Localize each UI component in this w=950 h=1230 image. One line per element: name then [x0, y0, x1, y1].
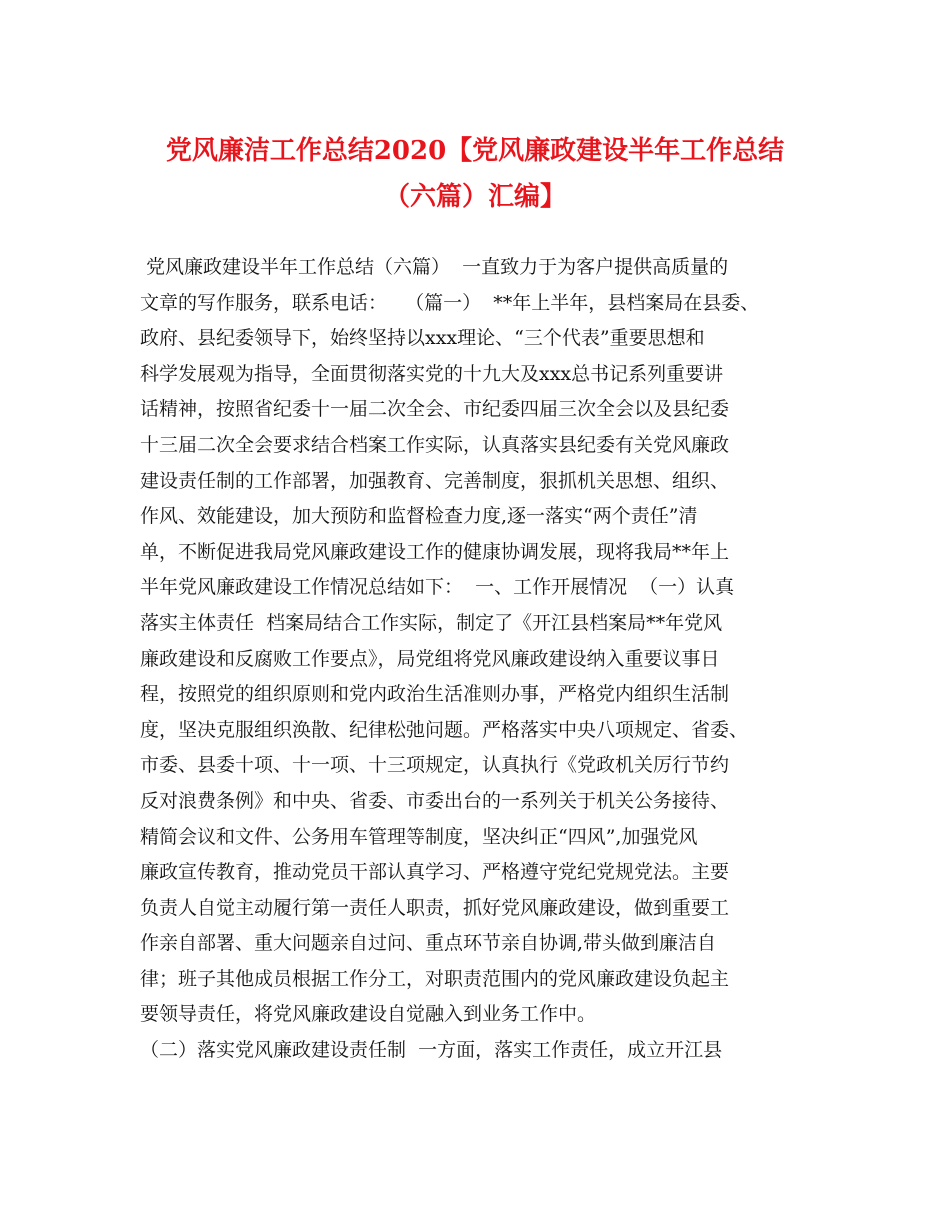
document-title [120, 128, 830, 220]
body-line: 要领导责任，将党风廉政建设自觉融入到业务工作中。 [140, 1003, 597, 1026]
body-line: 党风廉政建设半年工作总结（六篇） 一直致力于为客户提供高质量的 [140, 256, 729, 278]
body-line: 落实主体责任 档案局结合工作实际，制定了《开江县档案局**年党风 [140, 611, 723, 634]
body-line: 半年党风廉政建设工作情况总结如下： 一、工作开展情况 （一）认真 [140, 576, 735, 599]
body-line: 律；班子其他成员根据工作分工，对职责范围内的党风廉政建设负起主 [140, 967, 730, 990]
body-line: 度，坚决克服组织涣散、纪律松弛问题。严格落实中央八项规定、省委、 [140, 718, 749, 741]
body-line: 科学发展观为指导，全面贯彻落实党的十九大及xxx总书记系列重要讲 [140, 362, 724, 385]
body-line: 政府、县纪委领导下，始终坚持以xxx理论、“三个代表”重要思想和 [140, 327, 705, 350]
body-line: 精简会议和文件、公务用车管理等制度，坚决纠正“四风”,加强党风 [140, 825, 698, 848]
body-line: 十三届二次全会要求结合档案工作实际，认真落实县纪委有关党风廉政 [140, 433, 730, 456]
body-line: 廉政建设和反腐败工作要点》，局党组将党风廉政建设纳入重要议事日 [140, 647, 720, 670]
body-line: （二）落实党风廉政建设责任制 一方面，落实工作责任，成立开江县 [140, 1039, 723, 1062]
body-line: 作风、效能建设，加大预防和监督检查力度,逐一落实“两个责任”清 [140, 505, 698, 528]
body-line: 负责人自觉主动履行第一责任人职责，抓好党风廉政建设，做到重要工 [140, 896, 730, 919]
body-line: 廉政宣传教育，推动党员干部认真学习、严格遵守党纪党规党法。主要 [140, 861, 730, 884]
body-line: 反对浪费条例》和中央、省委、市委出台的一系列关于机关公务接待、 [140, 789, 730, 812]
title-line: （六篇）汇编】 [383, 182, 566, 212]
body-line: 作亲自部署、重大问题亲自过问、重点环节亲自协调,带头做到廉洁自 [140, 932, 717, 955]
document-body [140, 250, 830, 1069]
title-line: 党风廉洁工作总结2020【党风廉政建设半年工作总结 [165, 136, 785, 166]
body-line: 程，按照党的组织原则和党内政治生活准则办事，严格党内组织生活制 [140, 683, 730, 706]
body-line: 单，不断促进我局党风廉政建设工作的健康协调发展，现将我局**年上 [140, 540, 730, 563]
body-line: 文章的写作服务，联系电话： （篇一） **年上半年，县档案局在县委、 [140, 291, 760, 314]
body-line: 建设责任制的工作部署，加强教育、完善制度，狠抓机关思想、组织、 [140, 469, 730, 492]
body-line: 话精神，按照省纪委十一届二次全会、市纪委四届三次全会以及县纪委 [140, 398, 730, 421]
body-line: 市委、县委十项、十一项、十三项规定，认真执行《党政机关厉行节约 [140, 754, 730, 777]
